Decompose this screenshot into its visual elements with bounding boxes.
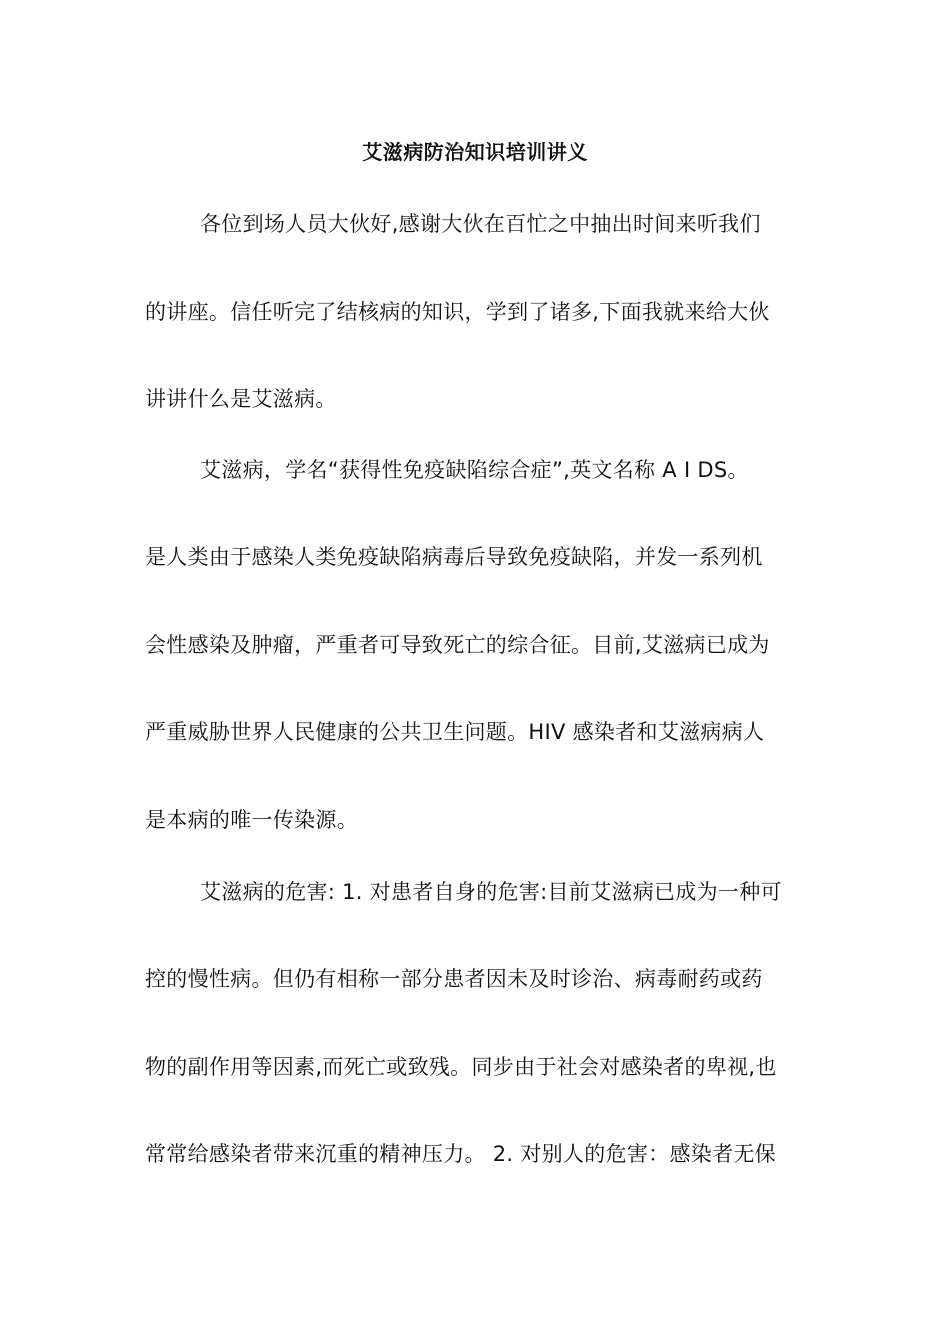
paragraph-line: 各位到场人员大伙好,感谢大伙在百忙之中抽出时间来听我们 <box>200 212 761 236</box>
paragraph-line: 艾滋病的危害: 1. 对患者自身的危害:目前艾滋病已成为一种可 <box>200 880 782 904</box>
paragraph-line: 艾滋病，学名“获得性免疫缺陷综合症”,英文名称 A I DS。 <box>200 458 749 482</box>
paragraph-line: 物的副作用等因素,而死亡或致残。同步由于社会对感染者的卑视,也 <box>145 1055 777 1079</box>
document-title: 艾滋病防治知识培训讲义 <box>362 140 588 164</box>
paragraph-line: 常常给感染者带来沉重的精神压力。 2. 对别人的危害：感染者无保 <box>145 1142 776 1166</box>
paragraph-line: 是人类由于感染人类免疫缺陷病毒后导致免疫缺陷，并发一系列机 <box>145 545 763 569</box>
paragraph-line: 讲讲什么是艾滋病。 <box>145 387 337 411</box>
paragraph-line: 严重威胁世界人民健康的公共卫生问题。HIV 感染者和艾滋病病人 <box>145 720 765 744</box>
paragraph-line: 是本病的唯一传染源。 <box>145 808 358 832</box>
paragraph-line: 的讲座。信任听完了结核病的知识，学到了诸多,下面我就来给大伙 <box>145 300 770 324</box>
paragraph-line: 控的慢性病。但仍有相称一部分患者因未及时诊治、病毒耐药或药 <box>145 967 763 991</box>
paragraph-line: 会性感染及肿瘤，严重者可导致死亡的综合征。目前,艾滋病已成为 <box>145 633 770 657</box>
